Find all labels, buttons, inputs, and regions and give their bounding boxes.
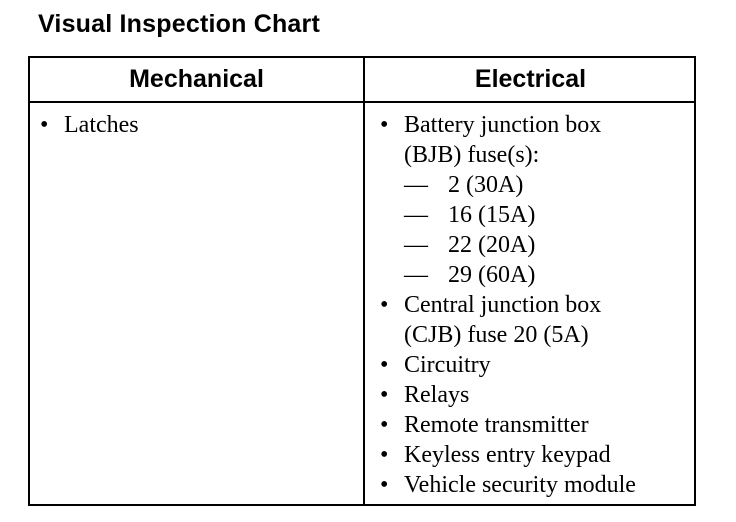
bullet-icon: • xyxy=(380,292,389,318)
chart-title: Visual Inspection Chart xyxy=(38,10,320,38)
dash-icon: — xyxy=(404,172,428,198)
fuse-value: 16 (15A) xyxy=(448,202,536,228)
list-item xyxy=(378,110,694,290)
bullet-icon: • xyxy=(380,352,389,378)
electrical-item-remote-transmitter: Remote transmitter xyxy=(404,412,589,438)
fuse-sub-item xyxy=(404,200,694,230)
fuse-value: 22 (20A) xyxy=(448,232,536,258)
fuse-sub-item xyxy=(404,230,694,260)
fuse-sub-item xyxy=(404,260,694,290)
dash-icon: — xyxy=(404,262,428,288)
bullet-icon: • xyxy=(380,382,389,408)
mechanical-column-header: Mechanical xyxy=(129,65,264,93)
table-header-row xyxy=(30,58,694,103)
bullet-icon: • xyxy=(380,442,389,468)
list-item xyxy=(378,350,694,380)
bullet-icon: • xyxy=(40,112,49,138)
list-item xyxy=(378,470,694,500)
list-item xyxy=(378,440,694,470)
electrical-item-keyless-entry-keypad: Keyless entry keypad xyxy=(404,442,611,468)
mechanical-column xyxy=(38,110,356,140)
bjb-label-line2: (BJB) fuse(s): xyxy=(404,142,540,168)
list-item xyxy=(38,110,356,140)
column-divider xyxy=(363,58,365,504)
cjb-label-line1: Central junction box xyxy=(404,292,602,318)
bjb-label-line1: Battery junction box xyxy=(404,112,602,138)
fuse-value: 2 (30A) xyxy=(448,172,524,198)
electrical-item-circuitry: Circuitry xyxy=(404,352,491,378)
electrical-column xyxy=(378,110,694,500)
list-item xyxy=(378,380,694,410)
fuse-sub-item xyxy=(404,170,694,200)
list-item xyxy=(378,410,694,440)
bullet-icon: • xyxy=(380,472,389,498)
dash-icon: — xyxy=(404,202,428,228)
inspection-table xyxy=(28,56,696,506)
list-item xyxy=(378,290,694,350)
electrical-item-vehicle-security-module: Vehicle security module xyxy=(404,472,636,498)
fuse-value: 29 (60A) xyxy=(448,262,536,288)
electrical-item-relays: Relays xyxy=(404,382,470,408)
dash-icon: — xyxy=(404,232,428,258)
bullet-icon: • xyxy=(380,112,389,138)
cjb-label-line2: (CJB) fuse 20 (5A) xyxy=(404,322,589,348)
bullet-icon: • xyxy=(380,412,389,438)
mechanical-item-latches: Latches xyxy=(64,112,139,138)
electrical-column-header: Electrical xyxy=(474,65,587,93)
